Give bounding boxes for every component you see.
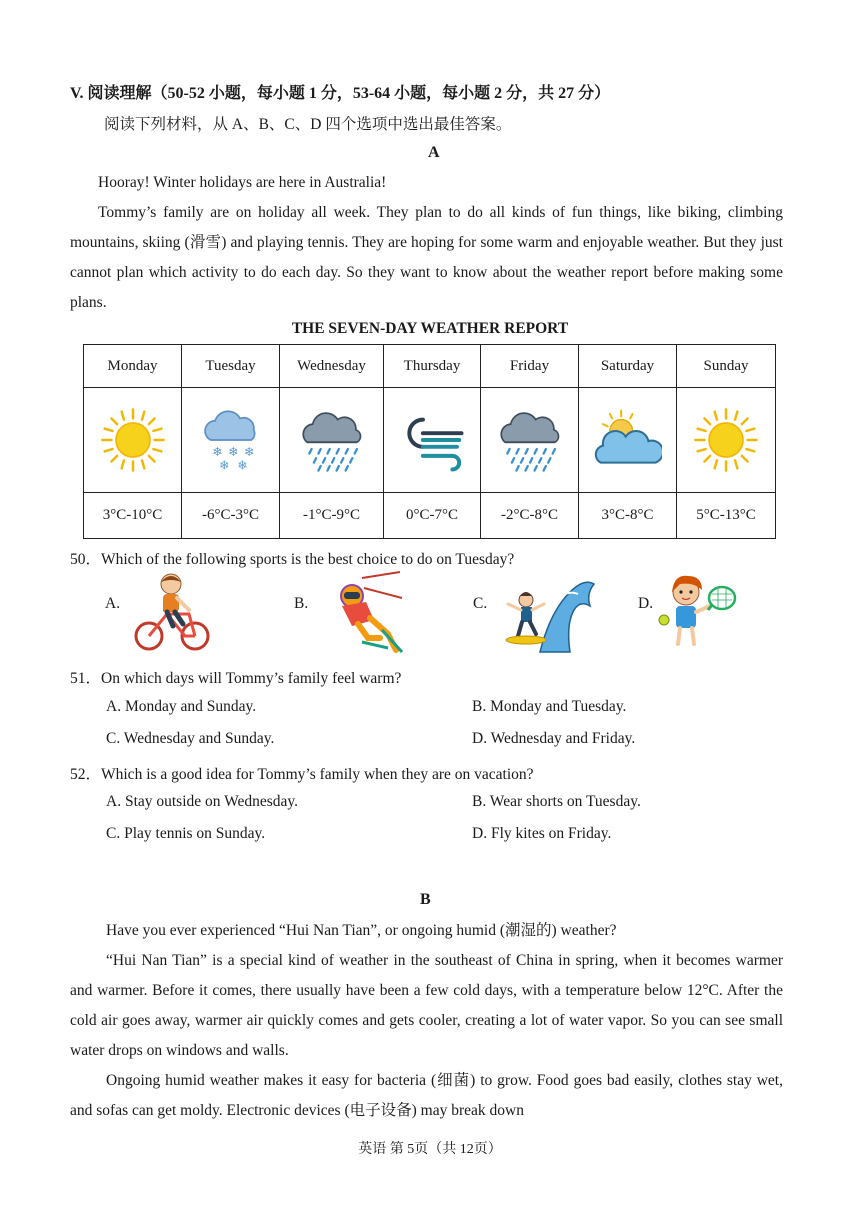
- weather-cell: [182, 388, 280, 493]
- option-d-label: D.: [638, 595, 654, 612]
- passage-a-label: A: [428, 144, 440, 161]
- option-b-label: B.: [294, 595, 309, 612]
- partly-cloudy-icon: [594, 406, 662, 474]
- question-52-stem: 52．Which is a good idea for Tommy’s family when they are on vacation?: [70, 766, 534, 783]
- weather-report-title: THE SEVEN-DAY WEATHER REPORT: [291, 320, 569, 337]
- question-52-option-d: D. Fly kites on Friday.: [472, 825, 612, 842]
- svg-text:❄: ❄: [218, 457, 229, 473]
- day-header: Monday: [84, 345, 182, 388]
- wind-icon: [398, 406, 466, 474]
- option-c-label: C.: [473, 595, 488, 612]
- question-51-stem: 51．On which days will Tommy’s family feel warm?: [70, 670, 402, 687]
- weather-cell: [280, 388, 384, 493]
- svg-text:❄: ❄: [211, 443, 223, 459]
- option-a-label: A.: [105, 595, 121, 612]
- svg-text:❄: ❄: [243, 443, 254, 459]
- question-51-option-a: A. Monday and Sunday.: [106, 698, 257, 715]
- passage-a-paragraph-1: Hooray! Winter holidays are here in Australia!: [98, 174, 387, 191]
- rain-cloud-icon: [496, 406, 564, 474]
- svg-text:❄: ❄: [236, 457, 248, 473]
- temperature-cell: 3°C-10°C: [84, 493, 182, 539]
- passage-a-paragraph-2: Tommy’s family are on holiday all week. They plan to do all kinds of fun things, like biking, climbing mountains, skiing (滑雪) and playing tennis. They are hoping for some warm and enjoyable weather. But they just cannot plan which activity to do each day. So they want to know about the weather report before making some plans.: [70, 204, 783, 311]
- temperature-cell: -1°C-9°C: [280, 493, 384, 539]
- biking-boy-icon: [133, 570, 211, 654]
- passage-b-label: B: [420, 891, 431, 908]
- question-52-option-b: B. Wear shorts on Tuesday.: [472, 793, 641, 810]
- day-header: Saturday: [579, 345, 677, 388]
- question-52-option-a: A. Stay outside on Wednesday.: [106, 793, 299, 810]
- snow-cloud-icon: [197, 406, 265, 474]
- question-50-stem: 50．Which of the following sports is the best choice to do on Tuesday?: [70, 551, 515, 568]
- day-header: Thursday: [384, 345, 481, 388]
- surfing-boy-icon: [500, 568, 596, 656]
- section-title: V. 阅读理解（50-52 小题，每小题 1 分，53-64 小题，每小题 2 分，共 27 分）: [70, 85, 611, 102]
- page-footer: 英语 第 5页（共 12页）: [358, 1142, 502, 1157]
- passage-b-paragraph-2: “Hui Nan Tian” is a special kind of weather in the southeast of China in spring, when it becomes warmer and warmer. Before it comes, there usually have been a few cold days, with a temperature below 12°C. After the cold air goes away, warmer air quickly comes and gets cooler, creating a lot of water vapor. So you can see small water drops on windows and walls.: [70, 952, 783, 1059]
- temperature-cell: 0°C-7°C: [384, 493, 481, 539]
- passage-b-paragraph-1: Have you ever experienced “Hui Nan Tian”, or ongoing humid (潮湿的) weather?: [106, 922, 617, 939]
- weather-report-table: [83, 344, 776, 539]
- temperature-cell: 3°C-8°C: [579, 493, 677, 539]
- sun-icon: [99, 406, 167, 474]
- tennis-girl-icon: [656, 572, 740, 652]
- question-52-option-c: C. Play tennis on Sunday.: [106, 825, 266, 842]
- question-51-option-d: D. Wednesday and Friday.: [472, 730, 636, 747]
- day-header: Wednesday: [280, 345, 384, 388]
- section-instruction: 阅读下列材料，从 A、B、C、D 四个选项中选出最佳答案。: [104, 116, 512, 133]
- question-51-option-b: B. Monday and Tuesday.: [472, 698, 627, 715]
- day-header: Sunday: [677, 345, 776, 388]
- weather-cell: [579, 388, 677, 493]
- question-51-option-c: C. Wednesday and Sunday.: [106, 730, 275, 747]
- temperature-cell: 5°C-13°C: [677, 493, 776, 539]
- weather-cell: [84, 388, 182, 493]
- sun-icon: [692, 406, 760, 474]
- temperature-cell: -2°C-8°C: [481, 493, 579, 539]
- passage-b-paragraph-3: Ongoing humid weather makes it easy for bacteria (细菌) to grow. Food goes bad easily, clothes stay wet, and sofas can get moldy. Electronic devices (电子设备) may break down: [70, 1072, 783, 1119]
- temperature-cell: -6°C-3°C: [182, 493, 280, 539]
- svg-text:❄: ❄: [227, 443, 238, 459]
- weather-cell: [384, 388, 481, 493]
- day-header: Friday: [481, 345, 579, 388]
- day-header: Tuesday: [182, 345, 280, 388]
- skiing-person-icon: [322, 568, 406, 656]
- rain-cloud-icon: [298, 406, 366, 474]
- weather-cell: [677, 388, 776, 493]
- weather-cell: [481, 388, 579, 493]
